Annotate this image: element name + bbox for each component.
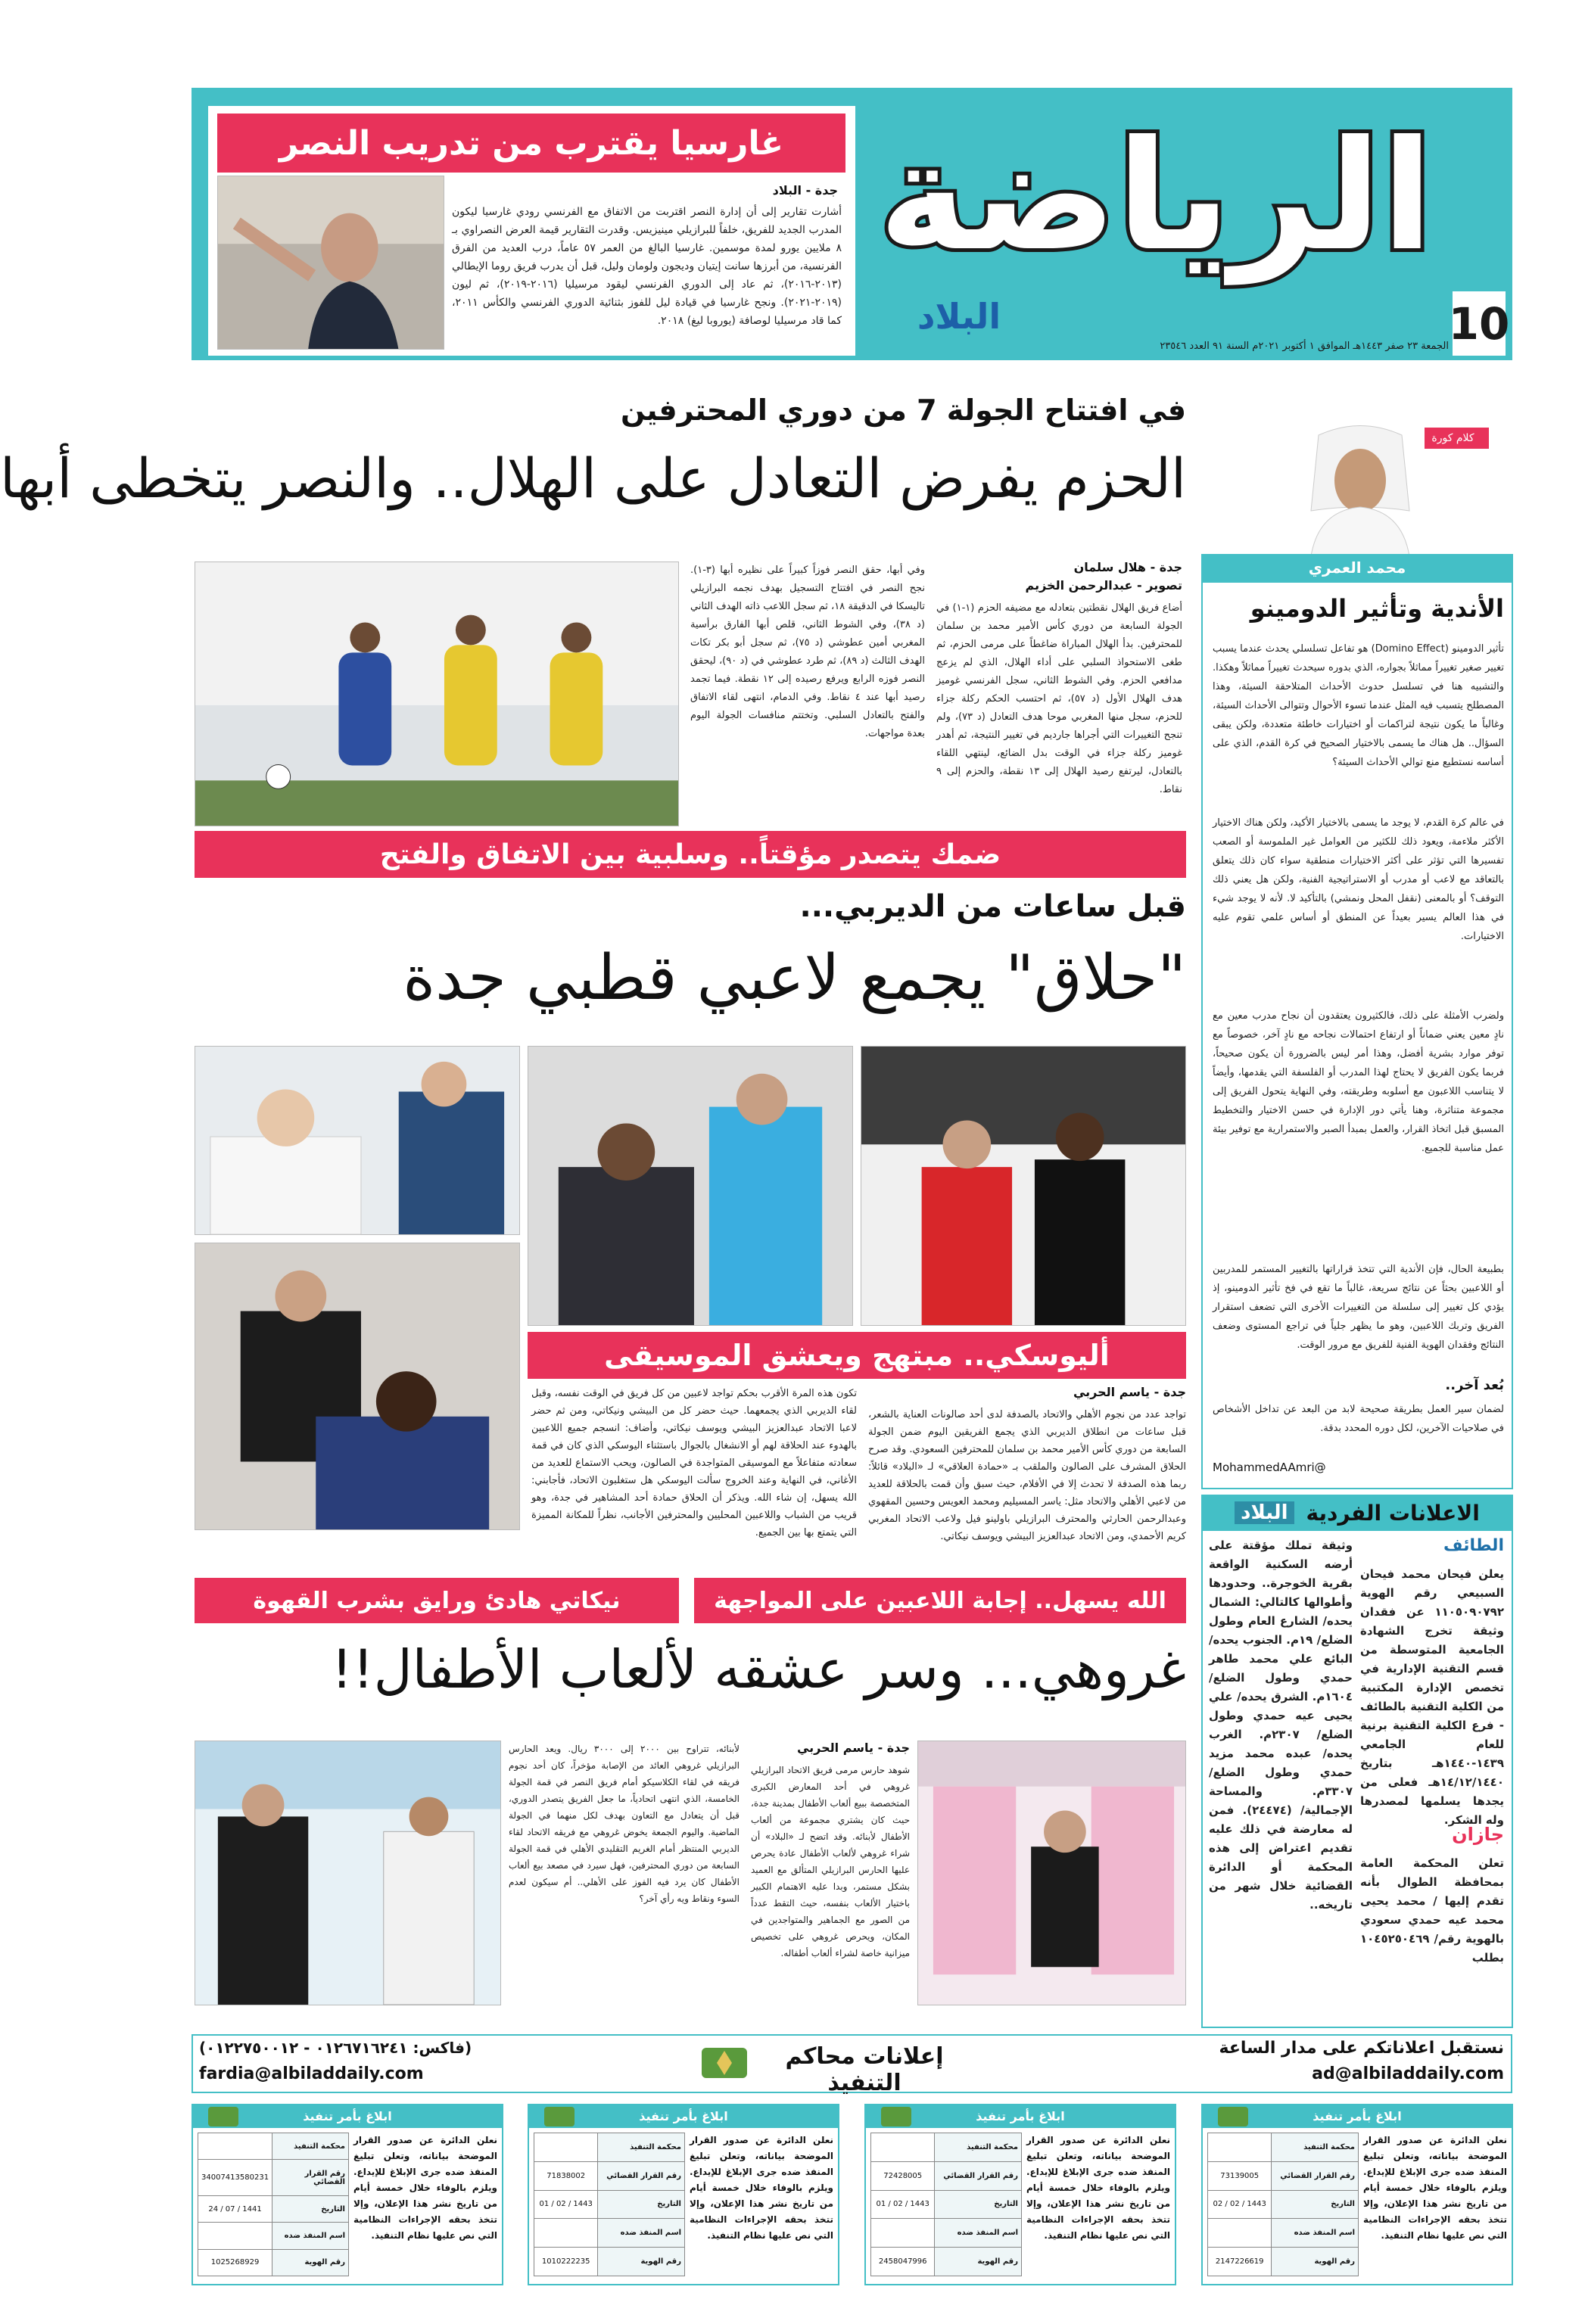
derby-kicker: قبل ساعات من الديربي... bbox=[799, 889, 1186, 924]
brand-logo bbox=[906, 294, 1012, 339]
classifieds-header bbox=[1201, 1495, 1513, 1531]
league-body-right: أضاع فريق الهلال نقطتين بتعادله مع مضيفه الحزم (١-١) في الجولة السابعة من دوري كأس الأمير محمد بن سلمان للمحترفين. بدأ الهلال المباراة ضاغطاً على مرمى الحزم، ثم طغى الاستحواذ السلبي على أداء الهلال، الذي لم يزعج مدافعي الحزم. وفي الشوط الثاني، سجل الفرنسي غوميز هدف الهلال الأول (د ٥٧)، ثم احتسب الحكم ركلة جزاء للحزم، سجل منها المغربي موحا هدف التعادل (د ٧٣)، ولم تنجح التغييرات التي أجراها جارديم في تغيير النتيجة، ثم أهدر غوميز ركلة جزاء في الوقت بدل الضائع، لينتهي اللقاء بالتعادل، ليرتفع رصيد الهلال إلى ١٣ نقطة، والحزم إلى ٩ نقاط. bbox=[936, 602, 1183, 795]
notice-label: رقم الهوية bbox=[598, 2248, 685, 2276]
column-body-1: تأثير الدومينو (Domino Effect) هو تفاعل تسلسلي يحدث عندما يسبب تغيير صغير تغييراً مماثلاً بجواره، الذي بدوره سيحدث تغييراً مماثلاً وهكذا. والتشبيه هنا في تسلسل حدوث الأحداث المتلاحقة السيئة، وهذا المصطلح يتسبب فيه المثل عندما تسوء الأحوال وتتوالى الأحداث السيئة، وغالباً ما يكون نتيجة لتراكمات أو اختيارات خاطئة متعددة، ولكن يبقى السؤال.. هل هناك ما يسمى بالاختيار الصحيح في كرة القدم، الذي على أساسه نستطيع منع توالي الأحداث السيئة؟ bbox=[1213, 643, 1504, 768]
court-notice-table bbox=[534, 2133, 685, 2276]
notice-label: اسم المنفذ ضده bbox=[598, 2219, 685, 2248]
notice-value bbox=[198, 2223, 272, 2249]
brand-name: البلاد bbox=[917, 296, 1001, 337]
derby-photo-4 bbox=[195, 1243, 520, 1530]
notice-value: 1010222235 bbox=[534, 2248, 598, 2276]
notice-value: 2147226619 bbox=[1208, 2248, 1272, 2276]
derby-banner-right bbox=[694, 1578, 1186, 1623]
league-banner bbox=[195, 831, 1186, 878]
page-number: 10 bbox=[1448, 297, 1510, 350]
derby-photo-2 bbox=[528, 1046, 853, 1326]
court-notice-header: ابلاغ بأمر تنفيذ bbox=[529, 2105, 838, 2128]
derby-banner-right-text: الله يسهل.. إجابة اللاعبين على المواجهة bbox=[714, 1587, 1166, 1614]
dateline: الجمعة ٢٣ صفر ١٤٤٣هـ الموافق ١ أكتوبر ٢٠٢١م السنة ٩١ العدد ٢٣٥٤٦ bbox=[1160, 341, 1449, 352]
notice-value bbox=[871, 2133, 935, 2162]
garcia-byline: جدة - البلاد bbox=[772, 183, 838, 198]
court-notice-text: نعلن الدائرة عن صدور القرار الموضحة بياناته، وتعلن تبليغ المنفذ ضده جرى الإبلاغ للإيداع. ويلزم بالوفاء خلال خمسة أيام من تاريخ نشر هذا الإعلان، وإلا تتخذ بحقه الإجراءات النظامية التي نص عليها نظام التنفيذ. bbox=[1363, 2135, 1507, 2241]
court-notice-text: نعلن الدائرة عن صدور القرار الموضحة بياناته، وتعلن تبليغ المنفذ ضده جرى الإبلاغ للإيداع. ويلزم بالوفاء خلال خمسة أيام من تاريخ نشر هذا الإعلان، وإلا تتخذ بحقه الإجراءات النظامية التي نص عليها نظام التنفيذ. bbox=[353, 2135, 497, 2241]
gorhi-headline: غروهي... وسر عشقه لألعاب الأطفال!! bbox=[331, 1638, 1186, 1700]
derby-photo-1 bbox=[861, 1046, 1186, 1326]
notice-value: 24 / 07 / 1441 bbox=[198, 2196, 272, 2223]
derby-banner-left bbox=[195, 1578, 679, 1623]
notice-label: محكمة التنفيذ bbox=[1272, 2133, 1359, 2162]
column-handle: MohammedAAmri@ bbox=[1213, 1461, 1326, 1474]
footer-email-left: fardia@albiladdaily.com bbox=[199, 2064, 424, 2083]
column-title: الأندية وتأثير الدومينو bbox=[1250, 594, 1504, 623]
garcia-headline bbox=[217, 114, 845, 173]
notice-label: رقم القرار القضائي bbox=[272, 2160, 349, 2196]
notice-value: 02 / 02 / 1443 bbox=[1208, 2190, 1272, 2219]
columnist-name-bar bbox=[1201, 554, 1513, 581]
gorhi-photo-1 bbox=[917, 1741, 1186, 2005]
classifieds-region-2: جازان bbox=[1452, 1824, 1504, 1845]
league-kicker: في افتتاح الجولة 7 من دوري المحترفين bbox=[620, 394, 1186, 427]
court-notice-text: نعلن الدائرة عن صدور القرار الموضحة بياناته، وتعلن تبليغ المنفذ ضده جرى الإبلاغ للإيداع. ويلزم بالوفاء خلال خمسة أيام من تاريخ نشر هذا الإعلان، وإلا تتخذ بحقه الإجراءات النظامية التي نص عليها نظام التنفيذ. bbox=[1026, 2135, 1170, 2241]
notice-value: 73139005 bbox=[1208, 2161, 1272, 2190]
footer-emblem bbox=[698, 2040, 751, 2086]
league-body-left: وفي أبها، حقق النصر فوزاً كبيراً على نظيره أبها (٣-١). نجح النصر في افتتاح التسجيل بهدف نجمه البرازيلي تاليسكا في الدقيقة ١٨، ثم سجل اللاعب ذاته الهدف الثاني (د ٣٨)، وفي الشوط الثاني، قلص أبها الفارق برأسية المغربي أمين عطوشي (د ٧٥)، ثم سجل أبو بكر تكات الهدف الثالث (د ٨٩)، ثم طرد عطوشي في (د ٩٠)، ليحقق النصر فوزه الرابع ويرفع رصيده إلى ١٢ نقطة. فيما تجمد رصيد أبها عند ٤ نقاط. وفي الدمام، انتهى لقاء الاتفاق والفتح بالتعادل السلبي. وتختتم منافسات الجولة اليوم بعدة مواجهات. bbox=[690, 565, 926, 739]
notice-label: محكمة التنفيذ bbox=[272, 2133, 349, 2160]
notice-value: 2458047996 bbox=[871, 2248, 935, 2276]
derby-banner-mid bbox=[528, 1332, 1186, 1379]
league-byline-2: تصوير - عبدالرحمن الخزيم bbox=[1025, 578, 1182, 593]
column-tag bbox=[1417, 428, 1489, 449]
derby-banner-left-text: نيكاتي هادئ ورايق بشرب القهوة bbox=[253, 1587, 621, 1614]
notice-label: التاريخ bbox=[935, 2190, 1022, 2219]
notice-value bbox=[534, 2219, 598, 2248]
column-body-3: ولضرب الأمثلة على ذلك، فالكثيرون يعتقدون أن نجاح مدرب معين مع نادٍ معين يعني ضماناً أو ارتفاع احتمالات نجاحه مع نادٍ آخر، خصوصاً مع توفر موارد بشرية أفضل، وهذا أمر ليس بالضرورة أن يكون صحيحاً، فربما يكون الفريق لا يحتاج لهذا المدرب أو الفلسفة التي يقدمها، وأيضاً لا يتناسب اللاعبون مع أسلوبه وطريقته، وفي النهاية يتحول الفريق إلى مجموعة متناثرة، وهنا يأتي دور الإدارة في حسن الاختيار والتخطيط المسبق قبل اتخاذ القرار، والعمل بمبدأ الصبر والاستمرارية مع توفير بيئة عمل مناسبة للجميع. bbox=[1213, 1010, 1504, 1154]
footer-receive: نستقبل اعلاناتكم على مدار الساعة bbox=[1219, 2039, 1504, 2058]
league-byline-1: جدة - هلال سلمان bbox=[1073, 560, 1182, 574]
notice-label: محكمة التنفيذ bbox=[935, 2133, 1022, 2162]
notice-value: 01 / 02 / 1443 bbox=[534, 2190, 598, 2219]
notice-label: رقم القرار القضائي bbox=[598, 2161, 685, 2190]
classifieds-brand: البلاد bbox=[1235, 1501, 1294, 1524]
court-notice-table bbox=[198, 2133, 349, 2276]
notice-value bbox=[198, 2133, 272, 2160]
notice-value: 72428005 bbox=[871, 2161, 935, 2190]
columnist-name: محمد العمري bbox=[1308, 558, 1406, 577]
notice-value bbox=[1208, 2133, 1272, 2162]
notice-value bbox=[534, 2133, 598, 2162]
court-notice-table bbox=[1207, 2133, 1359, 2276]
footer-email-right: ad@albiladdaily.com bbox=[1312, 2064, 1504, 2083]
footer-fax: (فاكس: ٠١٢٦٧١٦٢٤١ - ٠١٢٢٧٥٠٠١٢) bbox=[199, 2039, 472, 2057]
column-tag-text: كلام كورة bbox=[1431, 432, 1474, 444]
derby-byline: جدة - ياسم الحربي bbox=[1073, 1385, 1186, 1399]
notice-value: 01 / 02 / 1443 bbox=[871, 2190, 935, 2219]
gorhi-body-right: شوهد حارس مرمى فريق الاتحاد البرازيلي غروهي في أحد المعارض الكبرى المتخصصة ببيع ألعاب الأطفال بمدينة جدة، حيث كان يشتري مجموعة من ألعاب الأطفال لأبنائه. وقد اتضح لـ «البلاد» أن شراء غروهي لألعاب الأطفال عادة يحرص عليها الحارس البرازيلي المتألق مع العميد بشكل مستمر، وبدا عليه الاهتمام الكبير باختيار الألعاب بنفسه، حيث التقط عدداً من الصور مع الجماهير والمتواجدين في المكان، ويحرص غروهي على تخصيص ميزانية خاصة لشراء ألعاب أطفاله. bbox=[751, 1765, 910, 1958]
gorhi-body-left: لأبنائه، تتراوح بين ٢٠٠٠ إلى ٣٠٠٠ ريال. ويعد الحارس البرازيلي غروهي العائد من الإصابة مؤخراً، كان أحد نجوم فريقه في لقاء الكلاسيكو أمام فريق النصر في قمة الجولة الخامسة، الذي انتهى اتحادياً، ما جعل الفريق يتصدر الدوري، قبل أن يتعادل مع التعاون بهدف لكل منهما في الجولة الماضية. واليوم الجمعة يخوض غروهي مع فريقه الاتحاد لقاء الديربي المنتظر أمام الغريم التقليدي الأهلي في قمة الجولة السابعة من دوري المحترفين، فهل سيرد في مصعد بيع ألعاب الأطفال كان يرد فيه الفوز على الأهلي.. أم سيكون لعدم السوء ونقاط ويه رأي آخر؟ bbox=[509, 1744, 740, 1904]
court-emblem-icon bbox=[544, 2107, 575, 2126]
column-body-4: بطبيعة الحال، فإن الأندية التي تتخذ قراراتها بالتغيير المستمر للمدربين أو اللاعبين بحثاً عن نتائج سريعة، غالباً ما تقع في فخ تأثير الدومينو، إذ يؤدي كل تغيير إلى سلسلة من التغييرات الأخرى التي تضعف استقرار الفريق وتربك اللاعبين، وهو ما يظهر جلياً في تراجع المستوى وضعف النتائج وفقدان الهوية الفنية للفريق مع مرور الوقت. bbox=[1213, 1264, 1504, 1351]
court-notice bbox=[528, 2104, 839, 2285]
notice-label: التاريخ bbox=[598, 2190, 685, 2219]
garcia-photo bbox=[217, 176, 444, 350]
notice-value: 1025268929 bbox=[198, 2249, 272, 2276]
notice-label: التاريخ bbox=[272, 2196, 349, 2223]
garcia-body: أشارت تقارير إلى أن إدارة النصر اقتربت من الاتفاق مع الفرنسي رودي غارسيا ليكون المدرب الجديد للفريق، خلفاً للبرازيلي مينيزيس. وقدرت التقارير قيمة العرض النصراوي بـ ٨ ملايين يورو لمدة موسمين. غارسيا البالغ من العمر ٥٧ عاماً، درب العديد من الفرق الفرنسية، من أبرزها سانت إيتيان وديجون ولومان وليل، قبل أن يدرب فريق روما الإيطالي (٢٠١٣-٢٠١٦)، ثم عاد إلى الدوري الفرنسي ليقود مرسيليا (٢٠١٦-٢٠١٩)، ثم ليون (٢٠١٩-٢٠٢١). ونجح غارسيا في قيادة ليل للفوز بثنائية الدوري الفرنسي والكأس ٢٠١١، كما قاد مرسيليا لوصافة (يوروبا ليغ) ٢٠١٨. bbox=[452, 206, 842, 327]
derby-photo-3 bbox=[195, 1046, 520, 1235]
court-notice bbox=[192, 2104, 503, 2285]
notice-value: 71838002 bbox=[534, 2161, 598, 2190]
derby-banner-mid-text: أليوسكي.. مبتهج ويعشق الموسيقى bbox=[604, 1339, 1110, 1372]
classifieds-title: الاعلانات الفردية bbox=[1306, 1500, 1480, 1526]
garcia-headline-text: غارسيا يقترب من تدريب النصر bbox=[279, 123, 784, 163]
classifieds-item-1: يعلن فيحان محمد فيحان السبيعي رقم الهوية ١١٠٥٠٩٠٧٩٢ عن فقدان وثيقة تخرج الشهادة الجامعية المتوسطة من قسم التقنية الإدارية في تخصص الإدارة المكتبية من الكلية التقنية بالطائف - فرع الكلية التقنية برنية للعام الجامعي ١٤٣٩-١٤٤٠هـ بتاريخ ١٤/١٢/١٤٤٠هـ فعلى من يجدها يسلمها لمصدرها وله الشكر. bbox=[1360, 1567, 1504, 1827]
notice-label: اسم المنفذ ضده bbox=[1272, 2219, 1359, 2248]
notice-label: رقم القرار القضائي bbox=[935, 2161, 1022, 2190]
notice-label: رقم القرار القضائي bbox=[1272, 2161, 1359, 2190]
notice-label: التاريخ bbox=[1272, 2190, 1359, 2219]
notice-label: رقم الهوية bbox=[1272, 2248, 1359, 2276]
notice-value bbox=[871, 2219, 935, 2248]
court-notice-text: نعلن الدائرة عن صدور القرار الموضحة بياناته، وتعلن تبليغ المنفذ ضده جرى الإبلاغ للإيداع. ويلزم بالوفاء خلال خمسة أيام من تاريخ نشر هذا الإعلان، وإلا تتخذ بحقه الإجراءات النظامية التي نص عليها نظام التنفيذ. bbox=[690, 2135, 833, 2241]
gorhi-photo-2 bbox=[195, 1741, 501, 2005]
column-closing-title: بُعد آخر.. bbox=[1445, 1377, 1504, 1393]
court-emblem-icon bbox=[881, 2107, 911, 2126]
court-notice-header: ابلاغ بأمر تنفيذ bbox=[1203, 2105, 1512, 2128]
derby-body-right: تواجد عدد من نجوم الأهلي والاتحاد بالصدفة لدى أحد صالونات العناية بالشعر، قبل ساعات من انطلاق الديربي الذي يجمع الفريقين اليوم ضمن الجولة السابعة من دوري كأس الأمير محمد بن سلمان للمحترفين السعودي. وقد صرح الحلاق المشرف على الصالون والملقب بـ «حمادة العلاقي» لـ «البلاد» قائلاً: ربما هذه الصدفة لا تحدث إلا في الأفلام، حيث سبق وأن قمت بالحلاقة للعديد من لاعبي الأهلي والاتحاد مثل: ياسر المسيليم ومحمد العويس وحسين المقهوي وعبدالرحمن الحارثي والمحترف البرازيلي باولينو فيل ولاعب الاتحاد المغربي كريم الأحمدي، ومن الاتحاد عبدالعزيز البيشي ويوسف نيكاتي. bbox=[868, 1409, 1186, 1542]
masthead-logo bbox=[868, 98, 1443, 295]
league-headline: الحزم يفرض التعادل على الهلال.. والنصر يتخطى أبها bbox=[0, 446, 1186, 510]
columnist-photo bbox=[1296, 420, 1425, 556]
notice-value bbox=[1208, 2219, 1272, 2248]
classifieds-item-2: تعلن المحكمة العامة بمحافظة الطوال بأنه تقدم إليها / محمد يحيى محمد عيه حمدي سعودي بالهوية رقم/ ١٠٤٥٢٥٠٤٦٩ بطلب bbox=[1360, 1856, 1504, 1965]
court-emblem-icon bbox=[208, 2107, 238, 2126]
league-banner-text: ضمك يتصدر مؤقتاً.. وسلبية بين الاتفاق والفتح bbox=[379, 838, 1001, 870]
classifieds-item-2-cont: وثيقة تملك مؤقتة على أرضه السكنية الواقعة بقرية الخوجرة.. وحدودها وأطوالها كالتالي: الشمال يحده/ الشارع العام وطول الضلع/ ١٩م. الجنوب يحده/ البائع علي محمد طاهر حمدي وطول الضلع/ ١٦٠٤م. الشرق يحده/ علي يحيى عيه حمدي وطول الضلع/ ٢٣٠٧م. الغرب يحده/ عبده محمد مزيد حمدي وطول الضلع/ ٣٣٠٧م. والمساحة الإجمالية/ (٢٤٤٧٤). فمن له معارضة في ذلك عليه تقديم اعتراض إلى هذه المحكمة أو الدائرة القضائية خلال شهر من تاريخه.. bbox=[1209, 1538, 1353, 1912]
court-notice bbox=[1201, 2104, 1513, 2285]
derby-body-left: تكون هذه المرة الأقرب بحكم تواجد لاعبين من كل فريق في الوقت نفسه، وقبل لقاء الديربي الذي يجمعهما. حيث حضر كل من البيشي ونيكاتي، ومن ثم حضر لاعبا الاتحاد عبدالعزيز البيشي ويوسف نيكاتي، وأضاف: انسجم جميع اللاعبين بالهدوء عند الحلاقة لهم أو الانشغال بالجوال باستثناء اليوسكي الذي كان في قمة سعادته متفاعلاً مع الموسيقى المتواجدة في الصالون، ويحب الاستماع للعديد من الأغاني، في النهاية وعند الخروج سألت اليوسكي هل ستغلبون الاتحاد، فأجابني: الله يسهل، إن شاء الله. ويذكر أن الحلاق حمادة أحد المشاهير في جدة، وهو قريب من الشباب واللاعبين المحليين والمحترفين الأجانب، نظراً للمكانة المميزة التي يتمتع بها بين الجميع. bbox=[531, 1388, 857, 1538]
court-notice-header: ابلاغ بأمر تنفيذ bbox=[193, 2105, 502, 2128]
notice-label: رقم الهوية bbox=[935, 2248, 1022, 2276]
footer-center-title: إعلانات محاكم التنفيذ bbox=[785, 2043, 944, 2096]
column-closing: لضمان سير العمل بطريقة صحيحة لابد من البعد عن تداخل الأشخاص في صلاحيات الآخرين، لكل دوره المحدد بدقة. bbox=[1213, 1404, 1504, 1434]
notice-label: رقم الهوية bbox=[272, 2249, 349, 2276]
league-photo bbox=[195, 562, 679, 826]
notice-value: 34007413580231 bbox=[198, 2160, 272, 2196]
classifieds-region-1: الطائف bbox=[1443, 1536, 1504, 1555]
court-notice-table bbox=[870, 2133, 1022, 2276]
column-body-2: في عالم كرة القدم، لا يوجد ما يسمى بالاختيار الأكيد، ولكن هناك الاختيار الأكثر ملاءمة، ويعود ذلك للكثير من العوامل غير الملموسة أو الصعب تفسيرها التي تؤثر على أكثر الاختيارات منطقية سواء كان ذلك يتعلق بالتعاقد مع لاعب أو مدرب أو الاستراتيجية الفنية، ولكن هل يعني ذلك التوقف؟ أو بالمعنى (نقفل المحل ونمشي) بالتأكيد لا. لأنه لا يوجد شيء في هذا العالم يسير بعيداً عن المنطق أو أساس علمي تقوم عليه الاختيارات. bbox=[1213, 817, 1504, 942]
page-number-box bbox=[1448, 291, 1510, 356]
notice-label: محكمة التنفيذ bbox=[598, 2133, 685, 2162]
court-notice-header: ابلاغ بأمر تنفيذ bbox=[866, 2105, 1175, 2128]
court-notice bbox=[864, 2104, 1176, 2285]
gorhi-byline: جدة - ياسم الحربي bbox=[796, 1741, 910, 1755]
notice-label: اسم المنفذ ضده bbox=[935, 2219, 1022, 2248]
derby-headline: "حلاق" يجمع لاعبي قطبي جدة bbox=[403, 942, 1186, 1014]
notice-label: اسم المنفذ ضده bbox=[272, 2223, 349, 2249]
masthead-title: الرياضة bbox=[878, 108, 1434, 285]
court-emblem-icon bbox=[1218, 2107, 1248, 2126]
